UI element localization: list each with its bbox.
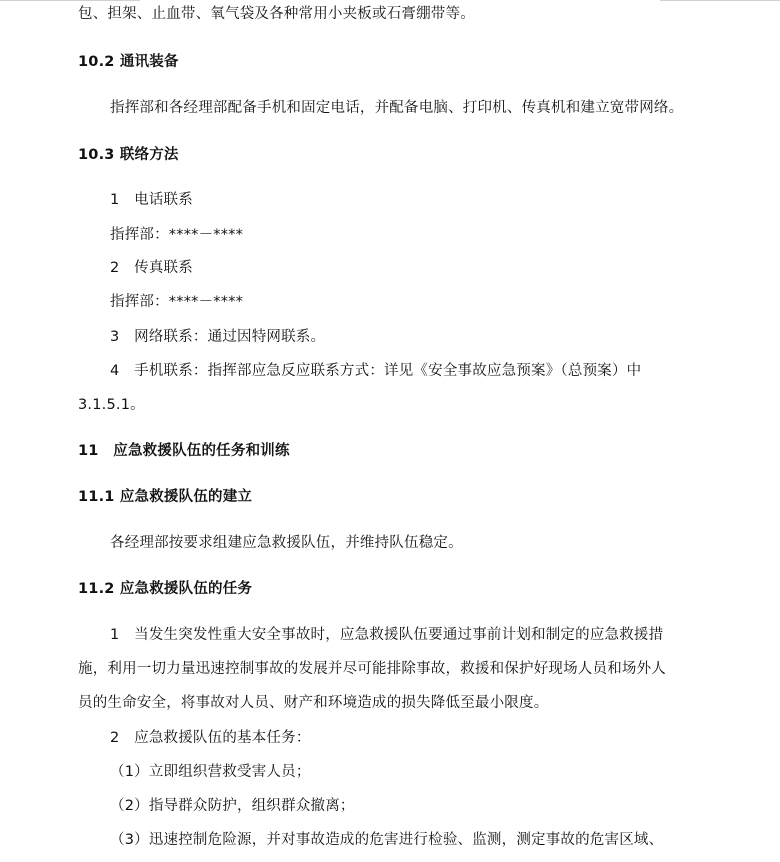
body-text-line: 指挥部和各经理部配备手机和固定电话，并配备电脑、打印机、传真机和建立宽带网络。 <box>110 100 684 116</box>
section-heading-10-2: 10.2 通讯装备 <box>78 54 179 70</box>
list-item: （2）指导群众防护，组织群众撤离； <box>110 798 355 814</box>
list-item: 2 应急救援队伍的基本任务： <box>110 730 311 746</box>
body-text-line: 包、担架、止血带、氧气袋及各种常用小夹板或石膏绷带等。 <box>78 6 475 22</box>
contact-line: 指挥部：****－**** <box>110 294 244 310</box>
list-item: （3）迅速控制危险源，并对事故造成的危害进行检验、监测，测定事故的危害区域、 <box>110 832 664 848</box>
section-heading-11-2: 11.2 应急救援队伍的任务 <box>78 581 253 597</box>
body-text-line: 员的生命安全，将事故对人员、财产和环境造成的损失降低至最小限度。 <box>78 695 549 711</box>
list-item: 3 网络联系：通过因特网联系。 <box>110 329 326 345</box>
chapter-heading-11: 11 应急救援队伍的任务和训练 <box>78 443 290 459</box>
top-rule-right <box>660 0 780 1</box>
body-text-line: 3.1.5.1。 <box>78 397 145 413</box>
list-item: 1 电话联系 <box>110 192 193 208</box>
list-item: （1）立即组织营救受害人员； <box>110 764 311 780</box>
section-heading-11-1: 11.1 应急救援队伍的建立 <box>78 489 253 505</box>
body-text-line: 1 当发生突发性重大安全事故时，应急救援队伍要通过事前计划和制定的应急救援措 <box>110 627 664 643</box>
top-rule-left <box>0 0 140 1</box>
section-heading-10-3: 10.3 联络方法 <box>78 147 179 163</box>
list-item: 4 手机联系：指挥部应急反应联系方式：详见《安全事故应急预案》（总预案）中 <box>110 363 642 379</box>
list-item: 2 传真联系 <box>110 260 193 276</box>
body-text-line: 各经理部按要求组建应急救援队伍，并维持队伍稳定。 <box>110 535 463 551</box>
contact-line: 指挥部：****－**** <box>110 227 244 243</box>
body-text-line: 施，利用一切力量迅速控制事故的发展并尽可能排除事故，救援和保护好现场人员和场外人 <box>78 661 666 677</box>
